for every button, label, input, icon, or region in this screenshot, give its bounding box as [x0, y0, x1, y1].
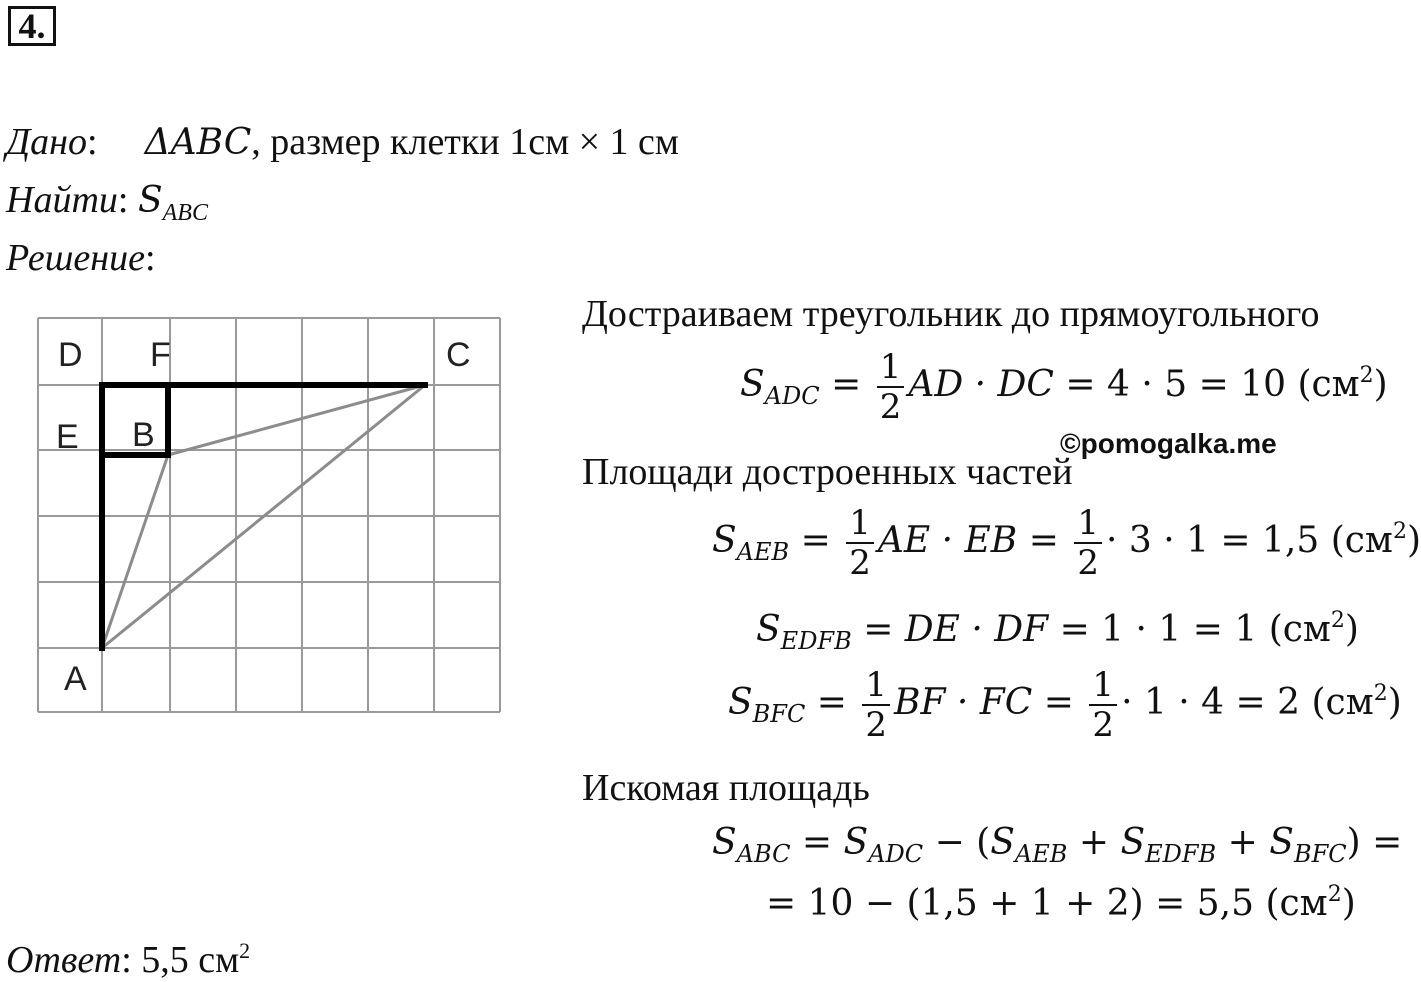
eq-final-sub4: EDFB [1145, 840, 1217, 868]
eq-bfc-expr: BF · FC [894, 682, 1033, 723]
text-sought-area: Искомая площадь [582, 767, 870, 809]
eq-bfc [728, 666, 1402, 744]
eq-aeb-sup: 2 [1392, 519, 1407, 544]
eq-final-s1: S [712, 822, 737, 863]
eq-final-s4: S [1120, 822, 1146, 863]
eq-edfb-sup: 2 [1330, 608, 1345, 633]
eq-final-s5: S [1269, 822, 1294, 863]
given-label: Дано [6, 121, 88, 163]
eq-edfb-rest: = 1 · 1 = 1 (см [1059, 609, 1331, 650]
eq-edfb-sub: EDFB [780, 627, 852, 655]
eq-bfc-eq2: = [1043, 682, 1074, 723]
eq-adc-sup: 2 [1359, 363, 1374, 388]
eq-adc-eq: = [831, 364, 862, 405]
eq-adc-expr: AD · DC [908, 364, 1054, 405]
eq-bfc-frac2 [1089, 666, 1117, 744]
eq-bfc-frac1 [862, 666, 890, 744]
eq-final-sub2: ADC [868, 840, 924, 868]
grid-lines [38, 318, 500, 712]
eq-adc-frac [877, 348, 905, 426]
eq-final-mid1: = [801, 822, 844, 863]
eq-bfc-num2: 1 [1089, 666, 1117, 706]
eq-adc-num: 1 [877, 348, 905, 388]
text-complete-rectangle: Достраиваем треугольник до прямоугольного [582, 293, 1320, 335]
given-text: , размер клетки 1см × 1 см [251, 121, 679, 163]
grid-figure [20, 300, 520, 740]
eq-bfc-den: 2 [865, 705, 888, 745]
task-number: 4. [8, 6, 56, 46]
eq-aeb-frac1 [846, 504, 874, 582]
given-triangle: ΔABC [144, 122, 252, 163]
eq-bfc-sup: 2 [1373, 681, 1388, 706]
eq-aeb-s: S [712, 520, 737, 561]
eq-final-mid2: − ( [923, 822, 991, 863]
find-s: S [137, 180, 163, 221]
eq-final-2 [766, 882, 1356, 924]
eq-bfc-close: ) [1387, 682, 1402, 723]
find-line: Найти: $S_{ABC}$ [6, 179, 208, 226]
eq-final-s3: S [990, 822, 1015, 863]
eq-final-mid3: + [1067, 822, 1121, 863]
side-bc [168, 385, 425, 455]
eq-bfc-s: S [728, 682, 753, 723]
answer-label: Ответ [6, 939, 122, 981]
label-c: C [446, 336, 471, 374]
eq-aeb-sub: AEB [736, 538, 790, 566]
find-label: Найти [6, 179, 118, 221]
eq-final-1 [712, 822, 1402, 868]
eq-aeb-frac2 [1074, 504, 1102, 582]
eq-bfc-sub: BFC [752, 700, 806, 728]
find-sub: ABC [162, 200, 208, 226]
eq-aeb-eq2: = [1028, 520, 1059, 561]
eq-final2-close: ) [1341, 883, 1356, 924]
eq-bfc-eq: = [816, 682, 847, 723]
eq-final-sub3: AEB [1014, 840, 1068, 868]
eq-aeb-eq: = [800, 520, 831, 561]
side-ab [102, 455, 168, 648]
eq-final-s2: S [843, 822, 869, 863]
answer-line [6, 938, 250, 982]
eq-aeb-num2: 1 [1074, 504, 1102, 544]
eq-final2-sup: 2 [1327, 882, 1342, 907]
eq-final-sub1: ABC [736, 840, 791, 868]
label-a: A [64, 660, 87, 698]
eq-adc-s: S [740, 364, 765, 405]
eq-adc-rest: = 4 · 5 = 10 (см [1065, 364, 1360, 405]
eq-bfc-den2: 2 [1092, 705, 1115, 745]
given-line: Дано: ΔABC, размер клетки 1см × 1 см [6, 121, 679, 163]
solution-line: Решение: [6, 237, 156, 279]
eq-edfb-close: ) [1344, 609, 1359, 650]
eq-adc-sub: ADC [764, 382, 820, 410]
eq-aeb-den: 2 [849, 543, 871, 583]
eq-final2-text: = 10 − (1,5 + 1 + 2) = 5,5 (см [766, 883, 1328, 924]
label-e: E [56, 418, 79, 456]
eq-bfc-num: 1 [862, 666, 890, 706]
eq-aeb-den2: 2 [1077, 543, 1099, 583]
text-parts-areas: Площади достроенных частей [582, 451, 1073, 493]
label-f: F [150, 336, 171, 374]
eq-edfb-expr: = DE · DF [863, 609, 1049, 650]
answer-sup: 2 [239, 938, 251, 963]
solution-label: Решение [6, 237, 145, 279]
eq-aeb [712, 504, 1421, 582]
eq-aeb-rest: · 3 · 1 = 1,5 (см [1105, 520, 1393, 561]
label-d: D [58, 336, 83, 374]
label-b: B [132, 416, 155, 454]
eq-aeb-num: 1 [846, 504, 874, 544]
eq-aeb-expr: AE · EB [877, 520, 1018, 561]
eq-edfb [756, 608, 1359, 655]
eq-aeb-close: ) [1406, 520, 1421, 561]
eq-edfb-s: S [756, 609, 781, 650]
eq-bfc-rest: · 1 · 4 = 2 (см [1121, 682, 1374, 723]
eq-adc-close: ) [1373, 364, 1388, 405]
answer-value: : 5,5 см [121, 939, 240, 981]
eq-adc [740, 348, 1388, 426]
eq-final-mid4: + [1216, 822, 1270, 863]
eq-final-sub5: BFC [1293, 840, 1347, 868]
eq-final-end: ) = [1346, 822, 1403, 863]
eq-adc-den: 2 [879, 387, 902, 427]
watermark: ©pomogalka.me [1060, 428, 1277, 459]
